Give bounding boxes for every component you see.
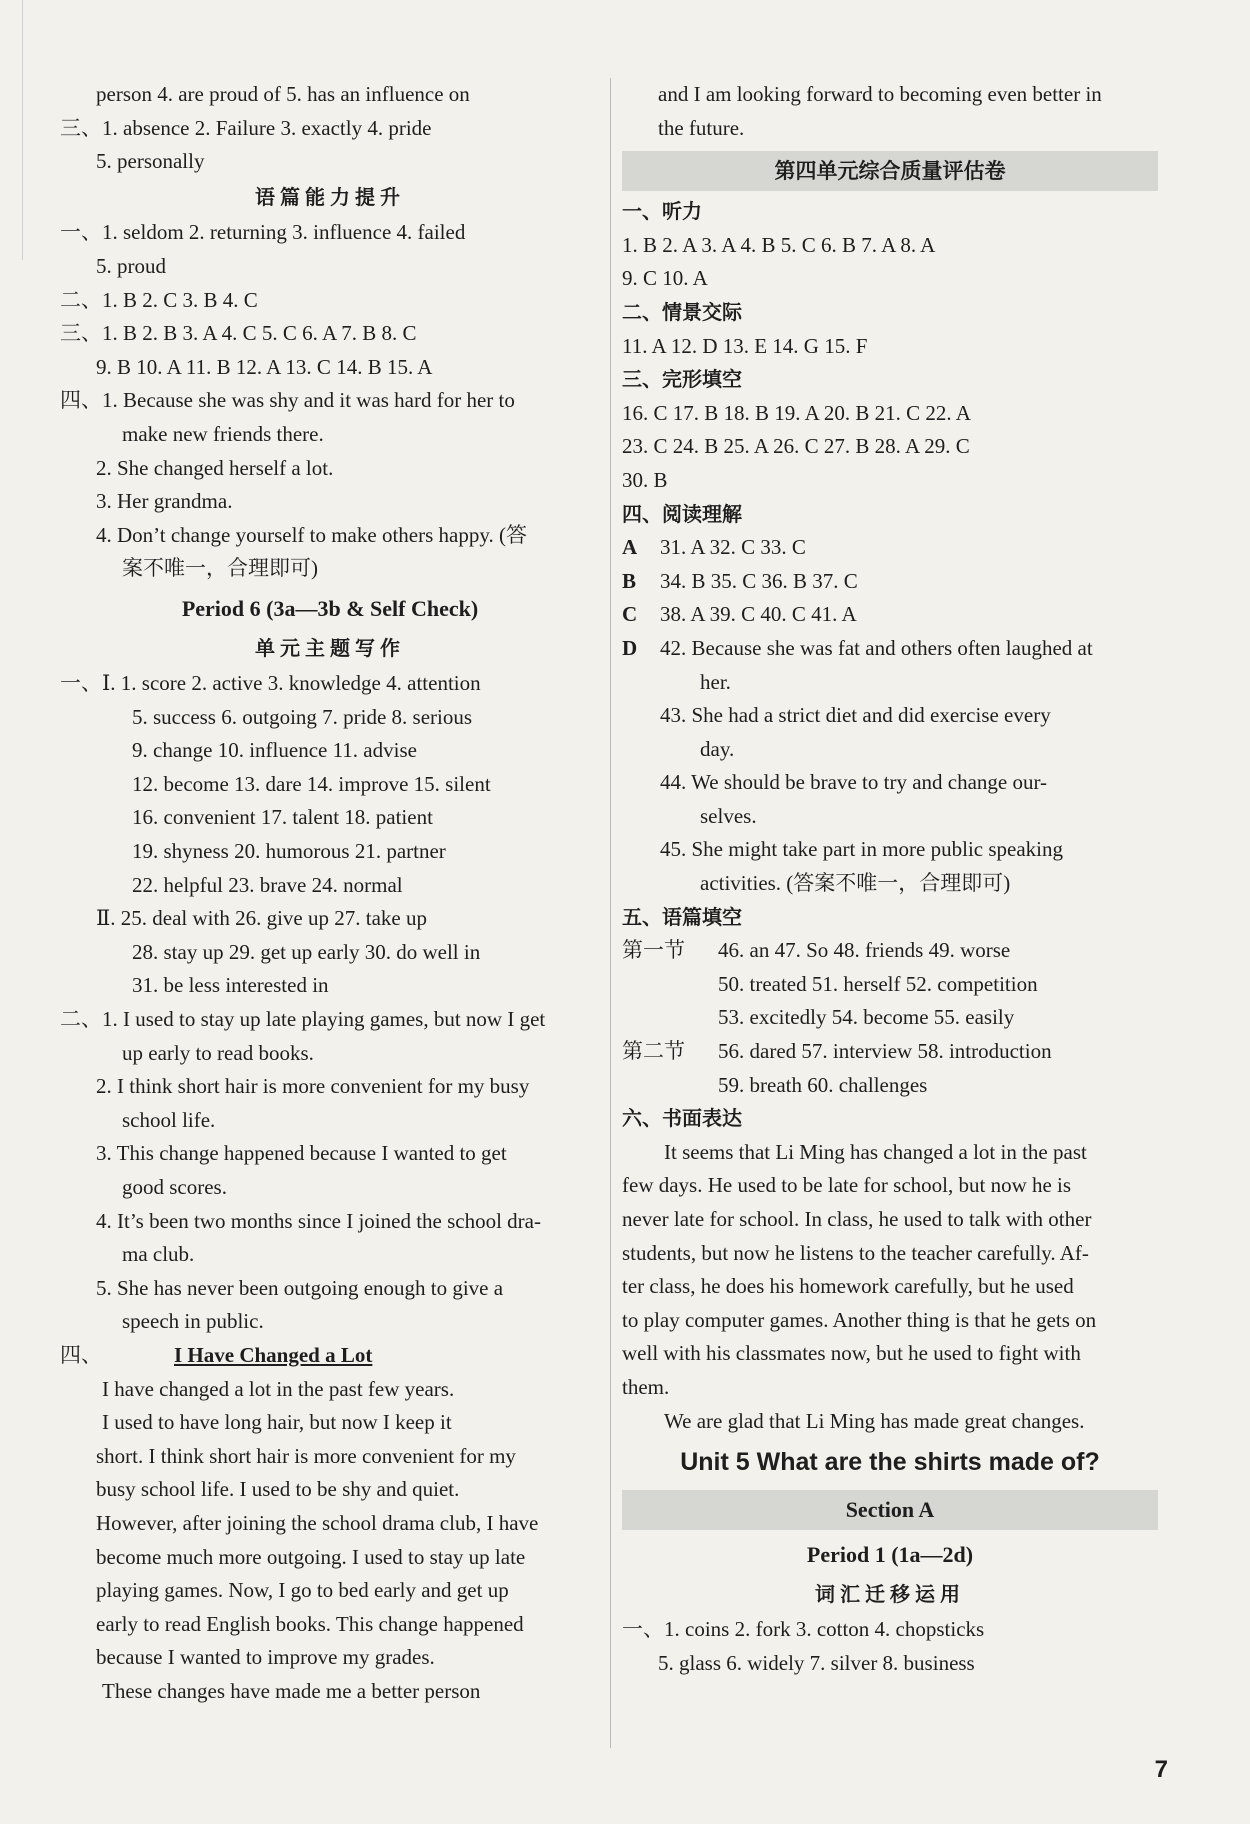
answer-line: 三、1. B 2. B 3. A 4. C 5. C 6. A 7. B 8. C: [60, 321, 417, 346]
essay-line: short. I think short hair is more convenient for my: [96, 1443, 516, 1468]
essay-title-line: [60, 1339, 600, 1373]
answer-line: 9. change 10. influence 11. advise: [132, 738, 417, 763]
answer-line: 三、1. absence 2. Failure 3. exactly 4. pride: [60, 115, 432, 140]
answer-line: 45. She might take part in more public speaking: [660, 837, 1063, 862]
answer-line: [622, 598, 1158, 632]
answer-line: 31. be less interested in: [132, 973, 329, 998]
answer-line: 16. convenient 17. talent 18. patient: [132, 805, 433, 830]
essay-line: students, but now he listens to the teacher carefully. Af-: [622, 1240, 1089, 1265]
essay-line: However, after joining the school drama club, I have: [96, 1510, 539, 1535]
answer-line: 5. glass 6. widely 7. silver 8. business: [658, 1650, 975, 1675]
answer-line: 59. breath 60. challenges: [718, 1072, 928, 1097]
answer-line: 4. It’s been two months since I joined the school dra-: [96, 1208, 541, 1233]
answer-line: person 4. are proud of 5. has an influence on: [96, 82, 470, 106]
section-heading: 语篇能力提升: [255, 184, 405, 209]
answer-line: her.: [700, 669, 731, 694]
essay-line: become much more outgoing. I used to stay up late: [96, 1544, 526, 1569]
essay-line: and I am looking forward to becoming even better in: [658, 82, 1102, 106]
answer-line: make new friends there.: [122, 421, 324, 446]
period-heading: Period 6 (3a—3b & Self Check): [181, 595, 479, 621]
answer-line: 19. shyness 20. humorous 21. partner: [132, 839, 446, 864]
answer-line: [60, 902, 600, 936]
essay-line: I have changed a lot in the past few years.: [102, 1376, 455, 1401]
answer-line: 2. I think short hair is more convenient for my busy: [96, 1074, 530, 1099]
passage-label: D: [622, 635, 638, 660]
answer-text: 42. Because she was fat and others often laughed at: [660, 635, 1093, 660]
section-heading: 一、听力: [622, 199, 702, 224]
essay-title: I Have Changed a Lot: [174, 1342, 373, 1367]
test-banner: 第四单元综合质量评估卷: [622, 151, 1158, 191]
answer-line: [622, 934, 1158, 968]
left-column: [60, 78, 600, 1709]
page-number: 7: [1154, 1756, 1168, 1783]
answer-line: ma club.: [122, 1242, 195, 1267]
answer-line: 22. helpful 23. brave 24. normal: [132, 872, 403, 897]
section-heading: 四、阅读理解: [622, 501, 742, 526]
answer-line: 28. stay up 29. get up early 30. do well in: [132, 939, 481, 964]
essay-line: them.: [622, 1374, 670, 1399]
essay-line: early to read English books. This change happened: [96, 1611, 524, 1636]
answer-line: [622, 1035, 1158, 1069]
answer-line: activities. (答案不唯一，合理即可): [700, 871, 1011, 896]
essay-line: well with his classmates now, but he used to fight with: [622, 1341, 1081, 1366]
essay-line: because I wanted to improve my grades.: [96, 1645, 435, 1670]
section-banner: Section A: [622, 1490, 1158, 1530]
answer-text: 31. A 32. C 33. C: [660, 535, 806, 560]
answer-line: 4. Don’t change yourself to make others happy. (答: [96, 522, 527, 547]
essay-line: I used to have long hair, but now I keep it: [102, 1410, 452, 1435]
answer-line: day.: [700, 736, 735, 761]
answer-line: 一、1. coins 2. fork 3. cotton 4. chopsticks: [622, 1617, 985, 1642]
answer-line: selves.: [700, 803, 757, 828]
essay-line: playing games. Now, I go to bed early and get up: [96, 1578, 509, 1603]
answer-line: 16. C 17. B 18. B 19. A 20. B 21. C 22. A: [622, 400, 971, 425]
answer-line: [60, 667, 600, 701]
question-label: 二、: [60, 1007, 102, 1032]
essay-line: busy school life. I used to be shy and quiet.: [96, 1477, 460, 1502]
answer-line: 2. She changed herself a lot.: [96, 455, 334, 480]
answer-line: 3. This change happened because I wanted to get: [96, 1141, 507, 1166]
margin-rule: [22, 0, 23, 260]
essay-line: never late for school. In class, he used to talk with other: [622, 1207, 1092, 1231]
part-label: 第一节: [622, 938, 685, 963]
essay-line: It seems that Li Ming has changed a lot in the past: [664, 1139, 1087, 1164]
answer-line: [60, 384, 600, 418]
essay-line: to play computer games. Another thing is that he gets on: [622, 1307, 1097, 1332]
answer-line: 案不唯一，合理即可): [122, 556, 318, 581]
answer-text: 1. I used to stay up late playing games, but now I get: [102, 1007, 546, 1032]
question-label: Ⅱ.: [96, 906, 121, 931]
answer-line: 12. become 13. dare 14. improve 15. silent: [132, 771, 491, 796]
answer-text: 34. B 35. C 36. B 37. C: [660, 568, 858, 593]
essay-line: We are glad that Li Ming has made great changes.: [664, 1408, 1085, 1433]
answer-line: 5. She has never been outgoing enough to give a: [96, 1275, 504, 1300]
answer-line: 9. C 10. A: [622, 266, 708, 291]
answer-line: speech in public.: [122, 1309, 264, 1334]
question-label: 一、Ⅰ.: [60, 671, 121, 696]
answer-line: 23. C 24. B 25. A 26. C 27. B 28. A 29. C: [622, 434, 970, 459]
essay-line: the future.: [658, 115, 745, 140]
answer-line: 5. personally: [96, 149, 205, 174]
answer-text: 46. an 47. So 48. friends 49. worse: [718, 938, 1011, 963]
period-heading: Period 1 (1a—2d): [806, 1542, 974, 1568]
answer-text: 1. Because she was shy and it was hard for her to: [102, 388, 515, 413]
answer-line: 44. We should be brave to try and change our-: [660, 770, 1048, 795]
answer-line: 43. She had a strict diet and did exercise every: [660, 703, 1051, 728]
answer-line: 53. excitedly 54. become 55. easily: [718, 1005, 1015, 1030]
right-column: [622, 78, 1158, 1681]
answer-line: up early to read books.: [122, 1040, 314, 1065]
essay-line: ter class, he does his homework carefully, but he used: [622, 1274, 1074, 1299]
answer-line: 5. proud: [96, 253, 166, 278]
answer-text: 38. A 39. C 40. C 41. A: [660, 602, 857, 627]
unit-title: Unit 5 What are the shirts made of?: [680, 1448, 1100, 1477]
section-heading: 五、语篇填空: [622, 904, 742, 929]
answer-line: [622, 565, 1158, 599]
answer-line: 30. B: [622, 467, 668, 492]
answer-line: [60, 1003, 600, 1037]
section-heading: 词汇迁移运用: [815, 1581, 965, 1606]
answer-line: 11. A 12. D 13. E 14. G 15. F: [622, 333, 868, 358]
section-heading: 三、完形填空: [622, 367, 742, 392]
answer-line: good scores.: [122, 1175, 227, 1199]
section-heading: 二、情景交际: [622, 299, 742, 324]
part-label: 第二节: [622, 1039, 685, 1064]
section-heading: 单元主题写作: [255, 635, 405, 660]
answer-line: 一、1. seldom 2. returning 3. influence 4. failed: [60, 220, 466, 245]
answer-line: [622, 632, 1158, 666]
passage-label: B: [622, 568, 637, 593]
question-label: 四、: [60, 388, 102, 413]
section-heading: 六、书面表达: [622, 1106, 742, 1131]
column-divider: [610, 78, 611, 1748]
answer-text: 25. deal with 26. give up 27. take up: [120, 906, 427, 931]
answer-line: 二、1. B 2. C 3. B 4. C: [60, 287, 258, 312]
answer-line: 50. treated 51. herself 52. competition: [718, 971, 1038, 996]
passage-label: C: [622, 602, 638, 627]
essay-line: These changes have made me a better person: [102, 1678, 481, 1703]
answer-text: 1. score 2. active 3. knowledge 4. attention: [120, 671, 481, 696]
answer-line: 1. B 2. A 3. A 4. B 5. C 6. B 7. A 8. A: [622, 232, 936, 257]
passage-label: A: [622, 535, 638, 560]
question-label: 四、: [60, 1342, 102, 1367]
answer-line: 3. Her grandma.: [96, 489, 233, 514]
answer-line: school life.: [122, 1107, 216, 1132]
answer-line: 9. B 10. A 11. B 12. A 13. C 14. B 15. A: [96, 354, 433, 379]
answer-line: 5. success 6. outgoing 7. pride 8. serious: [132, 704, 473, 729]
answer-line: [622, 531, 1158, 565]
answer-text: 56. dared 57. interview 58. introduction: [718, 1039, 1052, 1064]
essay-line: few days. He used to be late for school, but now he is: [622, 1173, 1072, 1198]
